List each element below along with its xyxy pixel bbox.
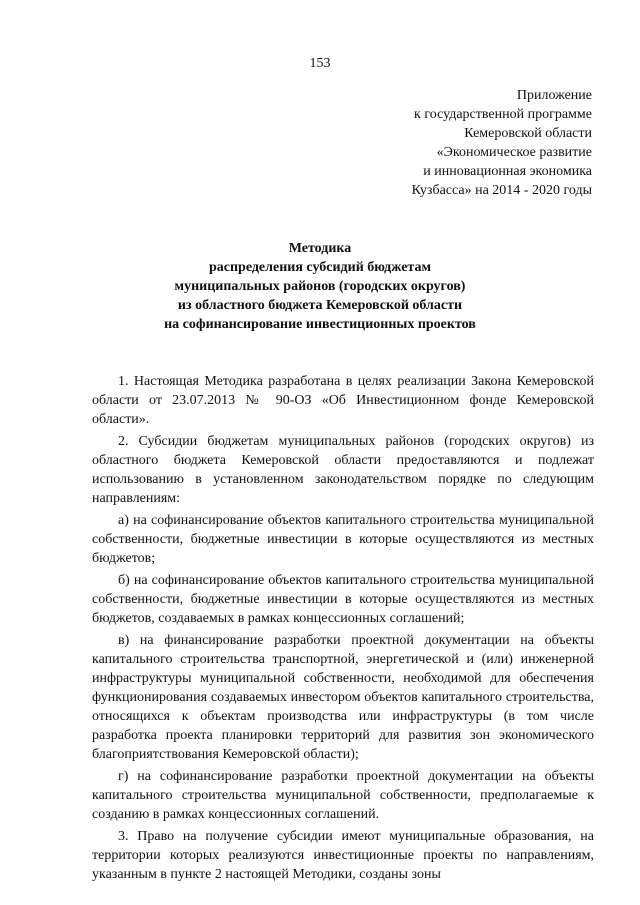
title-line: на софинансирование инвестиционных проектов [164,317,476,332]
paragraph-1: 1. Настоящая Методика разработана в целях реализации Закона Кемеровской области от 23.07.2013 № 90-ОЗ «Об Инвестиционном фонде Кемеровской области». [92,374,594,427]
title-line: Методика [288,241,352,256]
paragraph-2a: а) на софинансирование объектов капитального строительства муниципальной собственности, бюджетные инвестиции в которые осуществляются из местных бюджетов; [92,513,594,566]
appendix-line: и инновационная экономика [423,164,592,179]
title-line: распределения субсидий бюджетам [208,260,432,275]
paragraph-2g: г) на софинансирование разработки проектной документации на объекты капитального строительства муниципальной собственности, предполагаемые к созданию в рамках концессионных соглашений. [92,769,594,822]
paragraph-3: 3. Право на получение субсидии имеют муниципальные образования, на территории которых реализуются инвестиционные проекты по направлениям, указанным в пункте 2 настоящей Методики, созданы зоны [92,829,594,882]
paragraph-2: 2. Субсидии бюджетам муниципальных районов (городских округов) из областного бюджета Кемеровской области предоставляются и подлежат использованию в установленном законодательством порядке по следующим направлениям: [92,434,594,506]
appendix-line: Приложение [516,88,592,103]
document-title [0,239,640,334]
document-body [92,372,594,887]
page-number: 153 [309,56,331,71]
title-line: из областного бюджета Кемеровской области [177,298,463,313]
appendix-block [332,86,592,200]
appendix-line: Кемеровской области [464,126,592,141]
appendix-line: к государственной программе [414,107,592,122]
title-line: муниципальных районов (городских округов) [174,279,466,294]
appendix-line: Кузбасса» на 2014 - 2020 годы [411,183,592,198]
appendix-line: «Экономическое развитие [436,145,592,160]
paragraph-2b: б) на софинансирование объектов капитального строительства муниципальной собственности, бюджетные инвестиции в которые осуществляются из местных бюджетов, создаваемых в рамках концессионных соглашений; [92,573,594,626]
paragraph-2v: в) на финансирование разработки проектной документации на объекты капитального строительства транспортной, энергетической и (или) инженерной инфраструктуры муниципальной собственности, необходимой для обеспечения функционирования создаваемых инвестором объектов капитального строительства, относящихся к объектам производства или инфраструктуры (в том числе разработка проекта планировки территорий для развития зон экономического благоприятствования Кемеровской области); [92,633,594,762]
